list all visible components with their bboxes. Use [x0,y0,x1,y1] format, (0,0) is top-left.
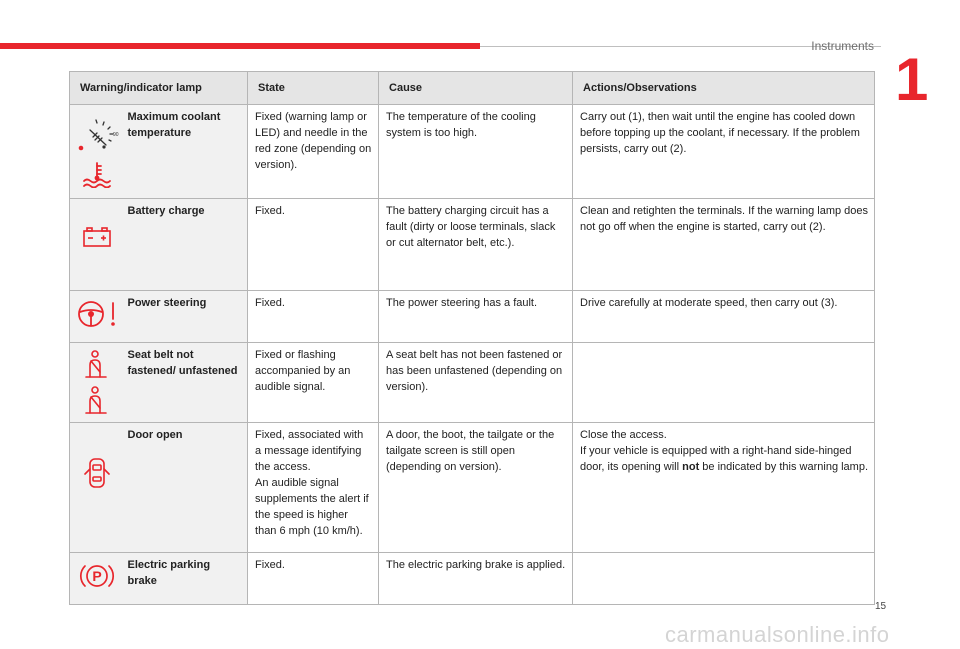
state-cell: Fixed or flashing accompanied by an audible signal. [248,343,379,423]
cause-cell: The electric parking brake is applied. [379,553,573,605]
action-note-end: be indicated by this warning lamp. [699,461,869,473]
action-note-start: If your vehicle is equipped with a right-hand side-hinged door, its opening will [580,445,852,473]
state-cell: Fixed (warning lamp or LED) and needle in the red zone (depending on version). [248,105,379,199]
action-intro: Close the access. [580,429,667,441]
table-header-row [70,72,875,105]
chapter-number: 1 [895,46,929,113]
door-open-icon [84,455,110,491]
action-cell [573,423,875,553]
section-title: Instruments [811,39,874,53]
svg-text:90: 90 [112,131,119,138]
lamp-icon-cell [70,291,124,343]
cause-cell: The temperature of the cooling system is too high. [379,105,573,199]
cause-cell: The power steering has a fault. [379,291,573,343]
action-note [580,443,868,475]
state-cell: Fixed. [248,553,379,605]
cause-cell: The battery charging circuit has a fault (dirty or loose terminals, slack or cut alternator belt, etc.). [379,199,573,291]
table-row [70,291,875,343]
table-row [70,553,875,605]
action-cell: Carry out (1), then wait until the engine has cooled down before topping up the coolant, if necessary. If the problem persists, carry out (2). [573,105,875,199]
table-row [70,343,875,423]
state-cell: Fixed, associated with a message identifying the access. An audible signal supplements the alert if the speed is higher than 6 mph (10 km/h). [248,423,379,553]
table-row [70,423,875,553]
lamp-icon-cell [70,105,124,199]
column-header-cause: Cause [379,72,573,105]
action-note-emphasis: not [682,461,700,473]
table-row [70,199,875,291]
power-steering-icon [75,299,119,329]
seat-belt-icon [84,350,110,380]
column-header-state: State [248,72,379,105]
seat-belt-icon [84,386,110,416]
battery-icon [82,226,112,248]
coolant-temperature-gauge-icon [74,116,120,154]
state-cell: Fixed. [248,291,379,343]
lamp-name: Seat belt not fastened/ unfastened [124,343,248,423]
warning-lamps-table [69,71,875,605]
watermark: carmanualsonline.info [665,622,890,647]
svg-text:P: P [92,568,102,584]
cause-cell: A seat belt has not been fastened or has been unfastened (depending on version). [379,343,573,423]
lamp-icon-cell [70,553,124,605]
lamp-name: Electric parking brake [124,553,248,605]
action-cell: Drive carefully at moderate speed, then carry out (3). [573,291,875,343]
cause-cell: A door, the boot, the tailgate or the tailgate screen is still open (depending on version). [379,423,573,553]
column-header-lamp: Warning/indicator lamp [70,72,248,105]
state-cell: Fixed. [248,199,379,291]
action-cell [573,343,875,423]
lamp-icon-cell [70,199,124,291]
lamp-icon-cell [70,343,124,423]
lamp-name: Door open [124,423,248,553]
page-number: 15 [875,601,887,612]
action-cell [573,553,875,605]
header-accent-bar [0,43,480,49]
lamp-icon-cell [70,423,124,553]
action-cell: Clean and retighten the terminals. If the warning lamp does not go off when the engine is started, carry out (2). [573,199,875,291]
lamp-name: Battery charge [124,199,248,291]
column-header-actions: Actions/Observations [573,72,875,105]
lamp-name: Maximum coolant temperature [124,105,248,199]
lamp-name: Power steering [124,291,248,343]
parking-brake-icon [79,561,115,591]
table-row [70,105,875,199]
coolant-temperature-icon [82,162,112,188]
